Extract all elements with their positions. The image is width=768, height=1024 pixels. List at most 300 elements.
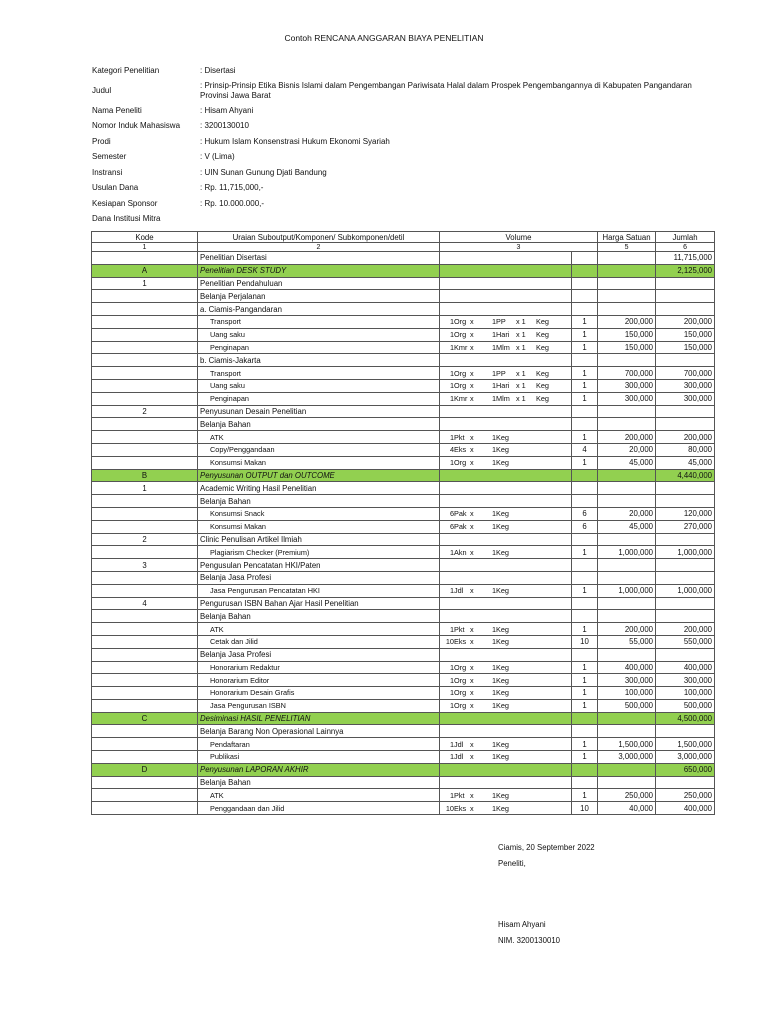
- count-cell: 1: [572, 456, 598, 469]
- count-cell: 4: [572, 443, 598, 456]
- jumlah-cell: 100,000: [656, 687, 715, 700]
- table-row: [92, 623, 715, 636]
- volume-part: Keg: [496, 688, 509, 698]
- jumlah-cell: [656, 482, 715, 495]
- header-harga-satuan: Harga Satuan: [598, 232, 656, 243]
- info-value: : Rp. 10.000.000,-: [200, 198, 265, 208]
- volume-part: x: [470, 662, 474, 672]
- harga-cell: 1,000,000: [598, 546, 656, 559]
- table-row: [92, 507, 715, 520]
- kode-cell: [92, 584, 198, 597]
- volume-part: [516, 522, 536, 531]
- kode-cell: [92, 341, 198, 354]
- uraian-cell: Penginapan: [198, 341, 440, 354]
- kode-cell: 2: [92, 533, 198, 546]
- harga-cell: 1,500,000: [598, 738, 656, 751]
- harga-cell: 1,000,000: [598, 584, 656, 597]
- count-cell: [572, 277, 598, 290]
- table-row: [92, 379, 715, 392]
- jumlah-cell: [656, 290, 715, 303]
- harga-cell: [598, 418, 656, 431]
- volume-part: x 1: [516, 368, 526, 378]
- kode-cell: C: [92, 712, 198, 725]
- volume-part: Akn: [454, 547, 467, 557]
- volume-part: 10: [445, 803, 454, 813]
- info-label: Kategori Penelitian: [92, 66, 160, 75]
- uraian-cell: Belanja Bahan: [198, 495, 440, 508]
- volume-part: x: [470, 522, 474, 532]
- uraian-cell: Uang saku: [198, 328, 440, 341]
- count-cell: [572, 763, 598, 776]
- volume-part: Keg: [536, 342, 549, 352]
- volume-cell: [440, 699, 572, 712]
- volume-cell: [440, 584, 572, 597]
- count-cell: [572, 533, 598, 546]
- volume-cell: [440, 763, 572, 776]
- count-cell: [572, 571, 598, 584]
- table-row: [92, 648, 715, 661]
- volume-cell: [440, 328, 572, 341]
- volume-part: Pak: [454, 509, 467, 519]
- kode-cell: [92, 661, 198, 674]
- volume-cell: [440, 290, 572, 303]
- kode-cell: [92, 546, 198, 559]
- jumlah-cell: 11,715,000: [656, 252, 715, 265]
- harga-cell: [598, 354, 656, 367]
- count-cell: [572, 725, 598, 738]
- kode-cell: [92, 443, 198, 456]
- volume-part: [516, 458, 536, 467]
- kode-cell: [92, 751, 198, 764]
- volume-part: 10: [445, 637, 454, 647]
- volume-part: [536, 663, 560, 672]
- uraian-cell: ATK: [198, 431, 440, 444]
- harga-cell: 20,000: [598, 507, 656, 520]
- kode-cell: [92, 290, 198, 303]
- uraian-cell: Honorarium Desain Grafis: [198, 687, 440, 700]
- volume-part: Keg: [536, 330, 549, 340]
- jumlah-cell: 300,000: [656, 392, 715, 405]
- volume-part: 1: [449, 432, 454, 442]
- section-row: [92, 763, 715, 776]
- volume-part: x: [470, 445, 474, 455]
- uraian-cell: ATK: [198, 623, 440, 636]
- uraian-cell: Penyusunan OUTPUT dan OUTCOME: [198, 469, 440, 482]
- volume-cell: [440, 277, 572, 290]
- table-row: [92, 533, 715, 546]
- volume-part: Org: [454, 458, 467, 468]
- volume-part: [516, 445, 536, 454]
- kode-cell: [92, 328, 198, 341]
- volume-cell: [440, 776, 572, 789]
- section-row: [92, 264, 715, 277]
- jumlah-cell: [656, 277, 715, 290]
- signer-name: Hisam Ahyani: [498, 920, 546, 929]
- kode-cell: [92, 507, 198, 520]
- count-cell: [572, 405, 598, 418]
- volume-part: 1: [449, 739, 454, 749]
- section-row: [92, 469, 715, 482]
- table-row: [92, 392, 715, 405]
- harga-cell: [598, 648, 656, 661]
- kode-cell: D: [92, 763, 198, 776]
- table-row: [92, 699, 715, 712]
- volume-part: Keg: [496, 624, 509, 634]
- table-row: [92, 328, 715, 341]
- volume-part: x: [470, 368, 474, 378]
- volume-part: 1: [491, 330, 496, 340]
- jumlah-cell: 200,000: [656, 623, 715, 636]
- count-cell: 1: [572, 431, 598, 444]
- uraian-cell: Belanja Jasa Profesi: [198, 571, 440, 584]
- uraian-cell: Belanja Barang Non Operasional Lainnya: [198, 725, 440, 738]
- volume-part: 1: [491, 688, 496, 698]
- volume-part: 1: [449, 675, 454, 685]
- info-value: : Hukum Islam Konsenstrasi Hukum Ekonomi Syariah: [200, 136, 390, 146]
- jumlah-cell: [656, 495, 715, 508]
- jumlah-cell: 2,125,000: [656, 264, 715, 277]
- kode-cell: [92, 303, 198, 316]
- count-cell: 1: [572, 623, 598, 636]
- volume-part: 1: [491, 701, 496, 711]
- harga-cell: 700,000: [598, 367, 656, 380]
- info-label: Dana Institusi Mitra: [92, 214, 161, 223]
- kode-cell: [92, 776, 198, 789]
- volume-part: 1: [491, 739, 496, 749]
- document-title: Contoh RENCANA ANGGARAN BIAYA PENELITIAN: [284, 33, 484, 43]
- header-uraian: Uraian Suboutput/Komponen/ Subkomponen/detil: [198, 232, 440, 243]
- volume-part: Jdl: [454, 586, 464, 596]
- count-cell: [572, 776, 598, 789]
- harga-cell: [598, 252, 656, 265]
- count-cell: 6: [572, 520, 598, 533]
- volume-cell: [440, 751, 572, 764]
- volume-part: Mlm: [496, 394, 510, 404]
- volume-part: [536, 586, 560, 595]
- jumlah-cell: [656, 405, 715, 418]
- volume-part: [536, 740, 560, 749]
- count-cell: [572, 264, 598, 277]
- jumlah-cell: 4,440,000: [656, 469, 715, 482]
- volume-part: 1: [449, 586, 454, 596]
- uraian-cell: Honorarium Editor: [198, 674, 440, 687]
- col-number: 6: [656, 243, 715, 252]
- volume-part: Org: [454, 317, 467, 327]
- jumlah-cell: [656, 597, 715, 610]
- table-row: [92, 610, 715, 623]
- count-cell: [572, 610, 598, 623]
- volume-part: 1: [449, 662, 454, 672]
- jumlah-cell: 300,000: [656, 379, 715, 392]
- harga-cell: 400,000: [598, 661, 656, 674]
- table-row: [92, 405, 715, 418]
- count-cell: [572, 290, 598, 303]
- volume-cell: [440, 405, 572, 418]
- volume-cell: [440, 674, 572, 687]
- volume-part: Pkt: [454, 432, 465, 442]
- harga-cell: 300,000: [598, 392, 656, 405]
- col-number: 1: [92, 243, 198, 252]
- volume-part: [516, 625, 536, 634]
- harga-cell: 150,000: [598, 341, 656, 354]
- volume-part: Keg: [496, 509, 509, 519]
- volume-part: Keg: [536, 381, 549, 391]
- volume-cell: [440, 546, 572, 559]
- table-row: [92, 725, 715, 738]
- volume-part: [536, 509, 560, 518]
- uraian-cell: Pengusulan Pencatatan HKI/Paten: [198, 559, 440, 572]
- volume-part: Hari: [496, 381, 510, 391]
- uraian-cell: Jasa Pengurusan ISBN: [198, 699, 440, 712]
- count-cell: 1: [572, 738, 598, 751]
- info-value: : Prinsip-Prinsip Etika Bisnis Islami dalam Pengembangan Pariwisata Halal dalam Prospek Pengembangannya di Kabupaten Pangandaran Provinsi Jawa Barat: [200, 80, 692, 100]
- jumlah-cell: 120,000: [656, 507, 715, 520]
- info-row: [92, 149, 712, 165]
- info-label: Kesiapan Sponsor: [92, 198, 158, 208]
- volume-cell: [440, 469, 572, 482]
- jumlah-cell: [656, 610, 715, 623]
- volume-part: x: [470, 803, 474, 813]
- volume-part: 1: [449, 342, 454, 352]
- uraian-cell: Penyusunan Desain Penelitian: [198, 405, 440, 418]
- volume-part: 1: [491, 458, 496, 468]
- volume-part: [536, 676, 560, 685]
- count-cell: 1: [572, 674, 598, 687]
- uraian-cell: Penelitian Disertasi: [198, 252, 440, 265]
- info-row: [92, 63, 712, 79]
- uraian-cell: Transport: [198, 315, 440, 328]
- volume-part: 1: [449, 381, 454, 391]
- uraian-cell: Uang saku: [198, 379, 440, 392]
- harga-cell: 200,000: [598, 431, 656, 444]
- volume-part: Hari: [496, 330, 510, 340]
- harga-cell: 20,000: [598, 443, 656, 456]
- harga-cell: 45,000: [598, 456, 656, 469]
- count-cell: [572, 469, 598, 482]
- uraian-cell: Belanja Bahan: [198, 776, 440, 789]
- volume-part: [536, 804, 560, 813]
- harga-cell: 3,000,000: [598, 751, 656, 764]
- volume-part: x: [470, 394, 474, 404]
- info-value: [200, 211, 712, 227]
- volume-part: Eks: [454, 637, 467, 647]
- kode-cell: 2: [92, 405, 198, 418]
- volume-part: [516, 509, 536, 518]
- volume-part: x 1: [516, 394, 526, 404]
- jumlah-cell: 300,000: [656, 674, 715, 687]
- volume-part: 1: [491, 803, 496, 813]
- volume-part: Pak: [454, 522, 467, 532]
- volume-part: Mlm: [496, 342, 510, 352]
- table-row: [92, 776, 715, 789]
- table-row: [92, 751, 715, 764]
- table-row: [92, 252, 715, 265]
- uraian-cell: b. Ciamis-Jakarta: [198, 354, 440, 367]
- volume-part: 1: [491, 445, 496, 455]
- jumlah-cell: 200,000: [656, 431, 715, 444]
- table-row: [92, 597, 715, 610]
- info-label: Semester: [92, 152, 127, 161]
- info-value: : Rp. 11,715,000,-: [200, 183, 264, 192]
- jumlah-cell: 200,000: [656, 315, 715, 328]
- volume-part: x: [470, 330, 474, 340]
- count-cell: 1: [572, 751, 598, 764]
- volume-part: Eks: [454, 445, 467, 455]
- volume-part: 1: [491, 586, 496, 596]
- volume-part: x: [470, 458, 474, 468]
- harga-cell: [598, 482, 656, 495]
- count-cell: 1: [572, 379, 598, 392]
- volume-part: Org: [454, 381, 467, 391]
- table-row: [92, 674, 715, 687]
- harga-cell: 300,000: [598, 674, 656, 687]
- volume-part: x: [470, 624, 474, 634]
- volume-part: 4: [449, 445, 454, 455]
- volume-part: x: [470, 509, 474, 519]
- uraian-cell: Penelitian Pendahuluan: [198, 277, 440, 290]
- volume-cell: [440, 661, 572, 674]
- kode-cell: [92, 379, 198, 392]
- jumlah-cell: [656, 533, 715, 546]
- jumlah-cell: 1,000,000: [656, 546, 715, 559]
- volume-part: Org: [454, 675, 467, 685]
- harga-cell: [598, 725, 656, 738]
- kode-cell: [92, 699, 198, 712]
- count-cell: 1: [572, 584, 598, 597]
- jumlah-cell: [656, 418, 715, 431]
- volume-part: x: [470, 547, 474, 557]
- table-row: [92, 443, 715, 456]
- volume-cell: [440, 367, 572, 380]
- table-row: [92, 661, 715, 674]
- table-row: [92, 738, 715, 751]
- jumlah-cell: [656, 725, 715, 738]
- kode-cell: [92, 635, 198, 648]
- jumlah-cell: [656, 776, 715, 789]
- volume-part: [516, 676, 536, 685]
- volume-part: Keg: [496, 675, 509, 685]
- count-cell: 6: [572, 507, 598, 520]
- volume-cell: [440, 392, 572, 405]
- count-cell: [572, 482, 598, 495]
- research-info: [92, 63, 712, 227]
- signer-nim: NIM. 3200130010: [498, 935, 560, 945]
- volume-part: Keg: [496, 445, 509, 455]
- volume-part: 1: [449, 701, 454, 711]
- volume-part: 1: [491, 790, 496, 800]
- volume-part: [536, 701, 560, 710]
- volume-part: Keg: [496, 739, 509, 749]
- volume-part: [536, 791, 560, 800]
- table-header-row: [92, 232, 715, 243]
- volume-part: [516, 637, 536, 646]
- col-number: 3: [440, 243, 598, 252]
- count-cell: 1: [572, 315, 598, 328]
- volume-part: [516, 663, 536, 672]
- volume-cell: [440, 252, 572, 265]
- count-cell: [572, 354, 598, 367]
- jumlah-cell: [656, 354, 715, 367]
- info-label: Usulan Dana: [92, 183, 139, 192]
- volume-part: 1: [491, 317, 496, 327]
- kode-cell: 3: [92, 559, 198, 572]
- info-row: [92, 79, 712, 103]
- volume-cell: [440, 418, 572, 431]
- volume-part: 1: [491, 752, 496, 762]
- volume-part: Keg: [496, 790, 509, 800]
- table-row: [92, 635, 715, 648]
- volume-cell: [440, 648, 572, 661]
- volume-part: Org: [454, 368, 467, 378]
- kode-cell: [92, 789, 198, 802]
- volume-part: [536, 752, 560, 761]
- volume-part: [516, 701, 536, 710]
- uraian-cell: Honorarium Redaktur: [198, 661, 440, 674]
- place-date: Ciamis, 20 September 2022: [498, 843, 595, 852]
- info-row: [92, 165, 712, 181]
- kode-cell: 1: [92, 482, 198, 495]
- jumlah-cell: 150,000: [656, 328, 715, 341]
- uraian-cell: Jasa Pengurusan Pencatatan HKI: [198, 584, 440, 597]
- volume-part: [516, 433, 536, 442]
- harga-cell: [598, 763, 656, 776]
- harga-cell: [598, 571, 656, 584]
- volume-part: 1: [491, 368, 496, 378]
- table-row: [92, 354, 715, 367]
- kode-cell: [92, 738, 198, 751]
- volume-part: [516, 791, 536, 800]
- volume-part: [536, 458, 560, 467]
- harga-cell: [598, 290, 656, 303]
- volume-cell: [440, 597, 572, 610]
- volume-part: Keg: [536, 317, 549, 327]
- kode-cell: [92, 674, 198, 687]
- table-row: [92, 802, 715, 815]
- volume-part: 1: [449, 624, 454, 634]
- volume-cell: [440, 738, 572, 751]
- volume-cell: [440, 315, 572, 328]
- volume-part: Keg: [536, 368, 549, 378]
- harga-cell: 55,000: [598, 635, 656, 648]
- kode-cell: [92, 687, 198, 700]
- volume-part: 1: [491, 637, 496, 647]
- volume-part: x: [470, 675, 474, 685]
- volume-part: [536, 522, 560, 531]
- volume-part: Keg: [536, 394, 549, 404]
- volume-cell: [440, 495, 572, 508]
- kode-cell: [92, 610, 198, 623]
- uraian-cell: Plagiarism Checker (Premium): [198, 546, 440, 559]
- info-value: : V (Lima): [200, 152, 235, 161]
- volume-part: Keg: [496, 458, 509, 468]
- kode-cell: [92, 392, 198, 405]
- info-row: [92, 196, 712, 212]
- budget-table: [91, 231, 715, 815]
- volume-part: 1: [491, 624, 496, 634]
- harga-cell: 200,000: [598, 623, 656, 636]
- volume-part: [536, 433, 560, 442]
- info-row: [92, 211, 712, 227]
- harga-cell: 45,000: [598, 520, 656, 533]
- kode-cell: [92, 520, 198, 533]
- count-cell: [572, 648, 598, 661]
- volume-part: Eks: [454, 803, 467, 813]
- volume-cell: [440, 264, 572, 277]
- jumlah-cell: 1,000,000: [656, 584, 715, 597]
- harga-cell: [598, 533, 656, 546]
- count-cell: 10: [572, 635, 598, 648]
- table-row: [92, 341, 715, 354]
